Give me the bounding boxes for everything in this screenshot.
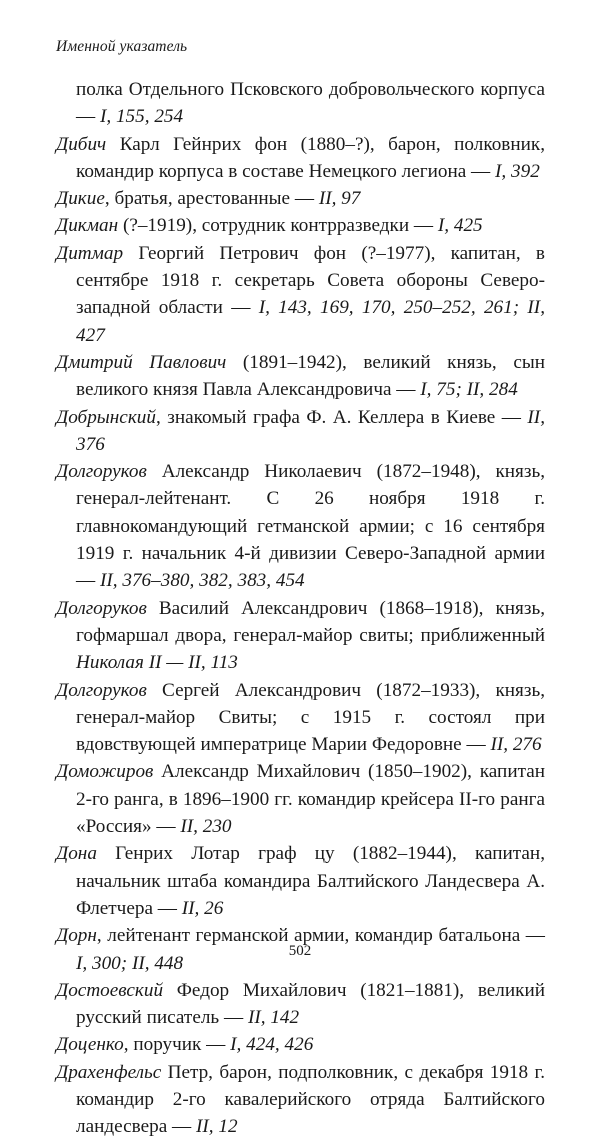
entry-text: Василий Александрович (1868–1918), князь, гофмаршал двора, генерал-майор свиты; приближенный: [76, 597, 545, 646]
entry-name: Дикман: [56, 215, 119, 237]
index-entry: [56, 458, 545, 594]
index-entry: [56, 212, 545, 239]
entry-name: Дона: [56, 843, 97, 865]
entry-name: Дибич: [56, 133, 107, 155]
entry-name: Дикие: [56, 188, 105, 210]
entry-text: (?–1919), сотрудник контрразведки —: [118, 215, 438, 237]
entry-refs: I, 424, 426: [230, 1034, 314, 1056]
entry-text: , лейтенант германской армии, командир батальона —: [96, 925, 545, 947]
entry-refs: I, 425: [437, 215, 483, 237]
entry-name: Долгоруков: [56, 597, 147, 619]
index-entry: [56, 404, 545, 459]
entry-text: Петр, барон, подполковник, с декабря 1918 г. командир 2-го кавалерийского отряда Балтийского ландесвера —: [76, 1061, 545, 1138]
entry-text: Александр Михайлович (1850–1902), капитан 2-го ранга, в 1896–1900 гг. командир крейсера II-го ранга «Россия» —: [76, 761, 545, 838]
entry-text: , поручик —: [123, 1034, 231, 1056]
index-entry: [56, 1031, 545, 1058]
index-entry: [56, 840, 545, 922]
index-entry: [56, 185, 545, 212]
page-number: 502: [288, 943, 312, 959]
entry-name: Дитмар: [56, 242, 124, 264]
entry-refs: I, 300; II, 448: [76, 952, 184, 974]
entry-text: , братья, арестованные —: [104, 188, 319, 210]
entry-name: Дорн: [56, 925, 97, 947]
entry-refs: II, 97: [318, 188, 361, 210]
entry-refs: II, 142: [247, 1007, 300, 1029]
index-entry: [56, 977, 545, 1032]
entry-refs: II, 376: [76, 406, 545, 455]
index-entry: [56, 677, 545, 759]
entry-text: полка Отдельного Псковского добровольческого корпуса —: [76, 79, 545, 128]
entry-refs: II, 276: [490, 734, 542, 756]
entry-refs: Николая II — II, 113: [76, 652, 238, 674]
running-head: Именной указатель: [56, 38, 188, 55]
entry-name: Дмитрий Павлович: [56, 351, 227, 373]
entry-refs: II, 26: [181, 897, 224, 919]
entry-text: Федор Михайлович (1821–1881), великий русский писатель —: [76, 979, 545, 1029]
entry-text: Генрих Лотар граф цу (1882–1944), капитан, начальник штаба командира Балтийского Ландесвера А. Флетчера —: [76, 843, 545, 919]
entry-text: Александр Николаевич (1872–1948), князь, генерал-лейтенант. С 26 ноября 1918 г. главнокомандующий гетманской армии; с 16 сентября 1919 г. начальник 4-й дивизии Северо-Западной армии —: [76, 461, 545, 592]
entry-name: Долгоруков: [56, 679, 147, 701]
entry-refs: I, 143, 169, 170, 250–252, 261; II, 427: [76, 297, 545, 346]
entry-refs: II, 230: [180, 816, 232, 838]
entry-text: Карл Гейнрих фон (1880–?), барон, полковник, командир корпуса в составе Немецкого легиона —: [76, 133, 545, 182]
entry-text: , знакомый графа Ф. А. Келлера в Киеве —: [156, 406, 528, 428]
entry-refs: I, 392: [495, 160, 540, 182]
entry-text: (1891–1942), великий князь, сын великого князя Павла Александровича —: [76, 351, 545, 401]
entry-name: Доможиров: [56, 761, 154, 783]
index-entry: [56, 595, 545, 677]
entry-refs: I, 75; II, 284: [420, 379, 518, 401]
entry-refs: II, 376–380, 382, 383, 454: [99, 570, 305, 592]
entry-text: Георгий Петрович фон (?–1977), капитан, в сентябре 1918 г. секретарь Совета обороны Северо-западной области —: [76, 242, 545, 319]
entry-refs: II, 12: [196, 1116, 238, 1138]
entry-name: Долгоруков: [56, 461, 147, 483]
entry-name: Достоевский: [56, 979, 164, 1001]
index-entry: [56, 76, 545, 131]
index-entry: [56, 240, 545, 349]
entry-refs: I, 155, 254: [99, 106, 184, 128]
entry-name: Драхенфельс: [56, 1061, 162, 1083]
index-entry: [56, 349, 545, 404]
index-entry: [56, 131, 545, 186]
entry-name: Добрынский: [56, 406, 156, 428]
entry-name: Доценко: [56, 1034, 124, 1056]
index-entry-list: [56, 76, 545, 1141]
index-entry: [56, 758, 545, 840]
index-entry: [56, 1059, 545, 1141]
entry-text: Сергей Александрович (1872–1933), князь, генерал-майор Свиты; с 1915 г. состоял при вдовствующей императрице Марии Федоровне —: [76, 679, 545, 756]
